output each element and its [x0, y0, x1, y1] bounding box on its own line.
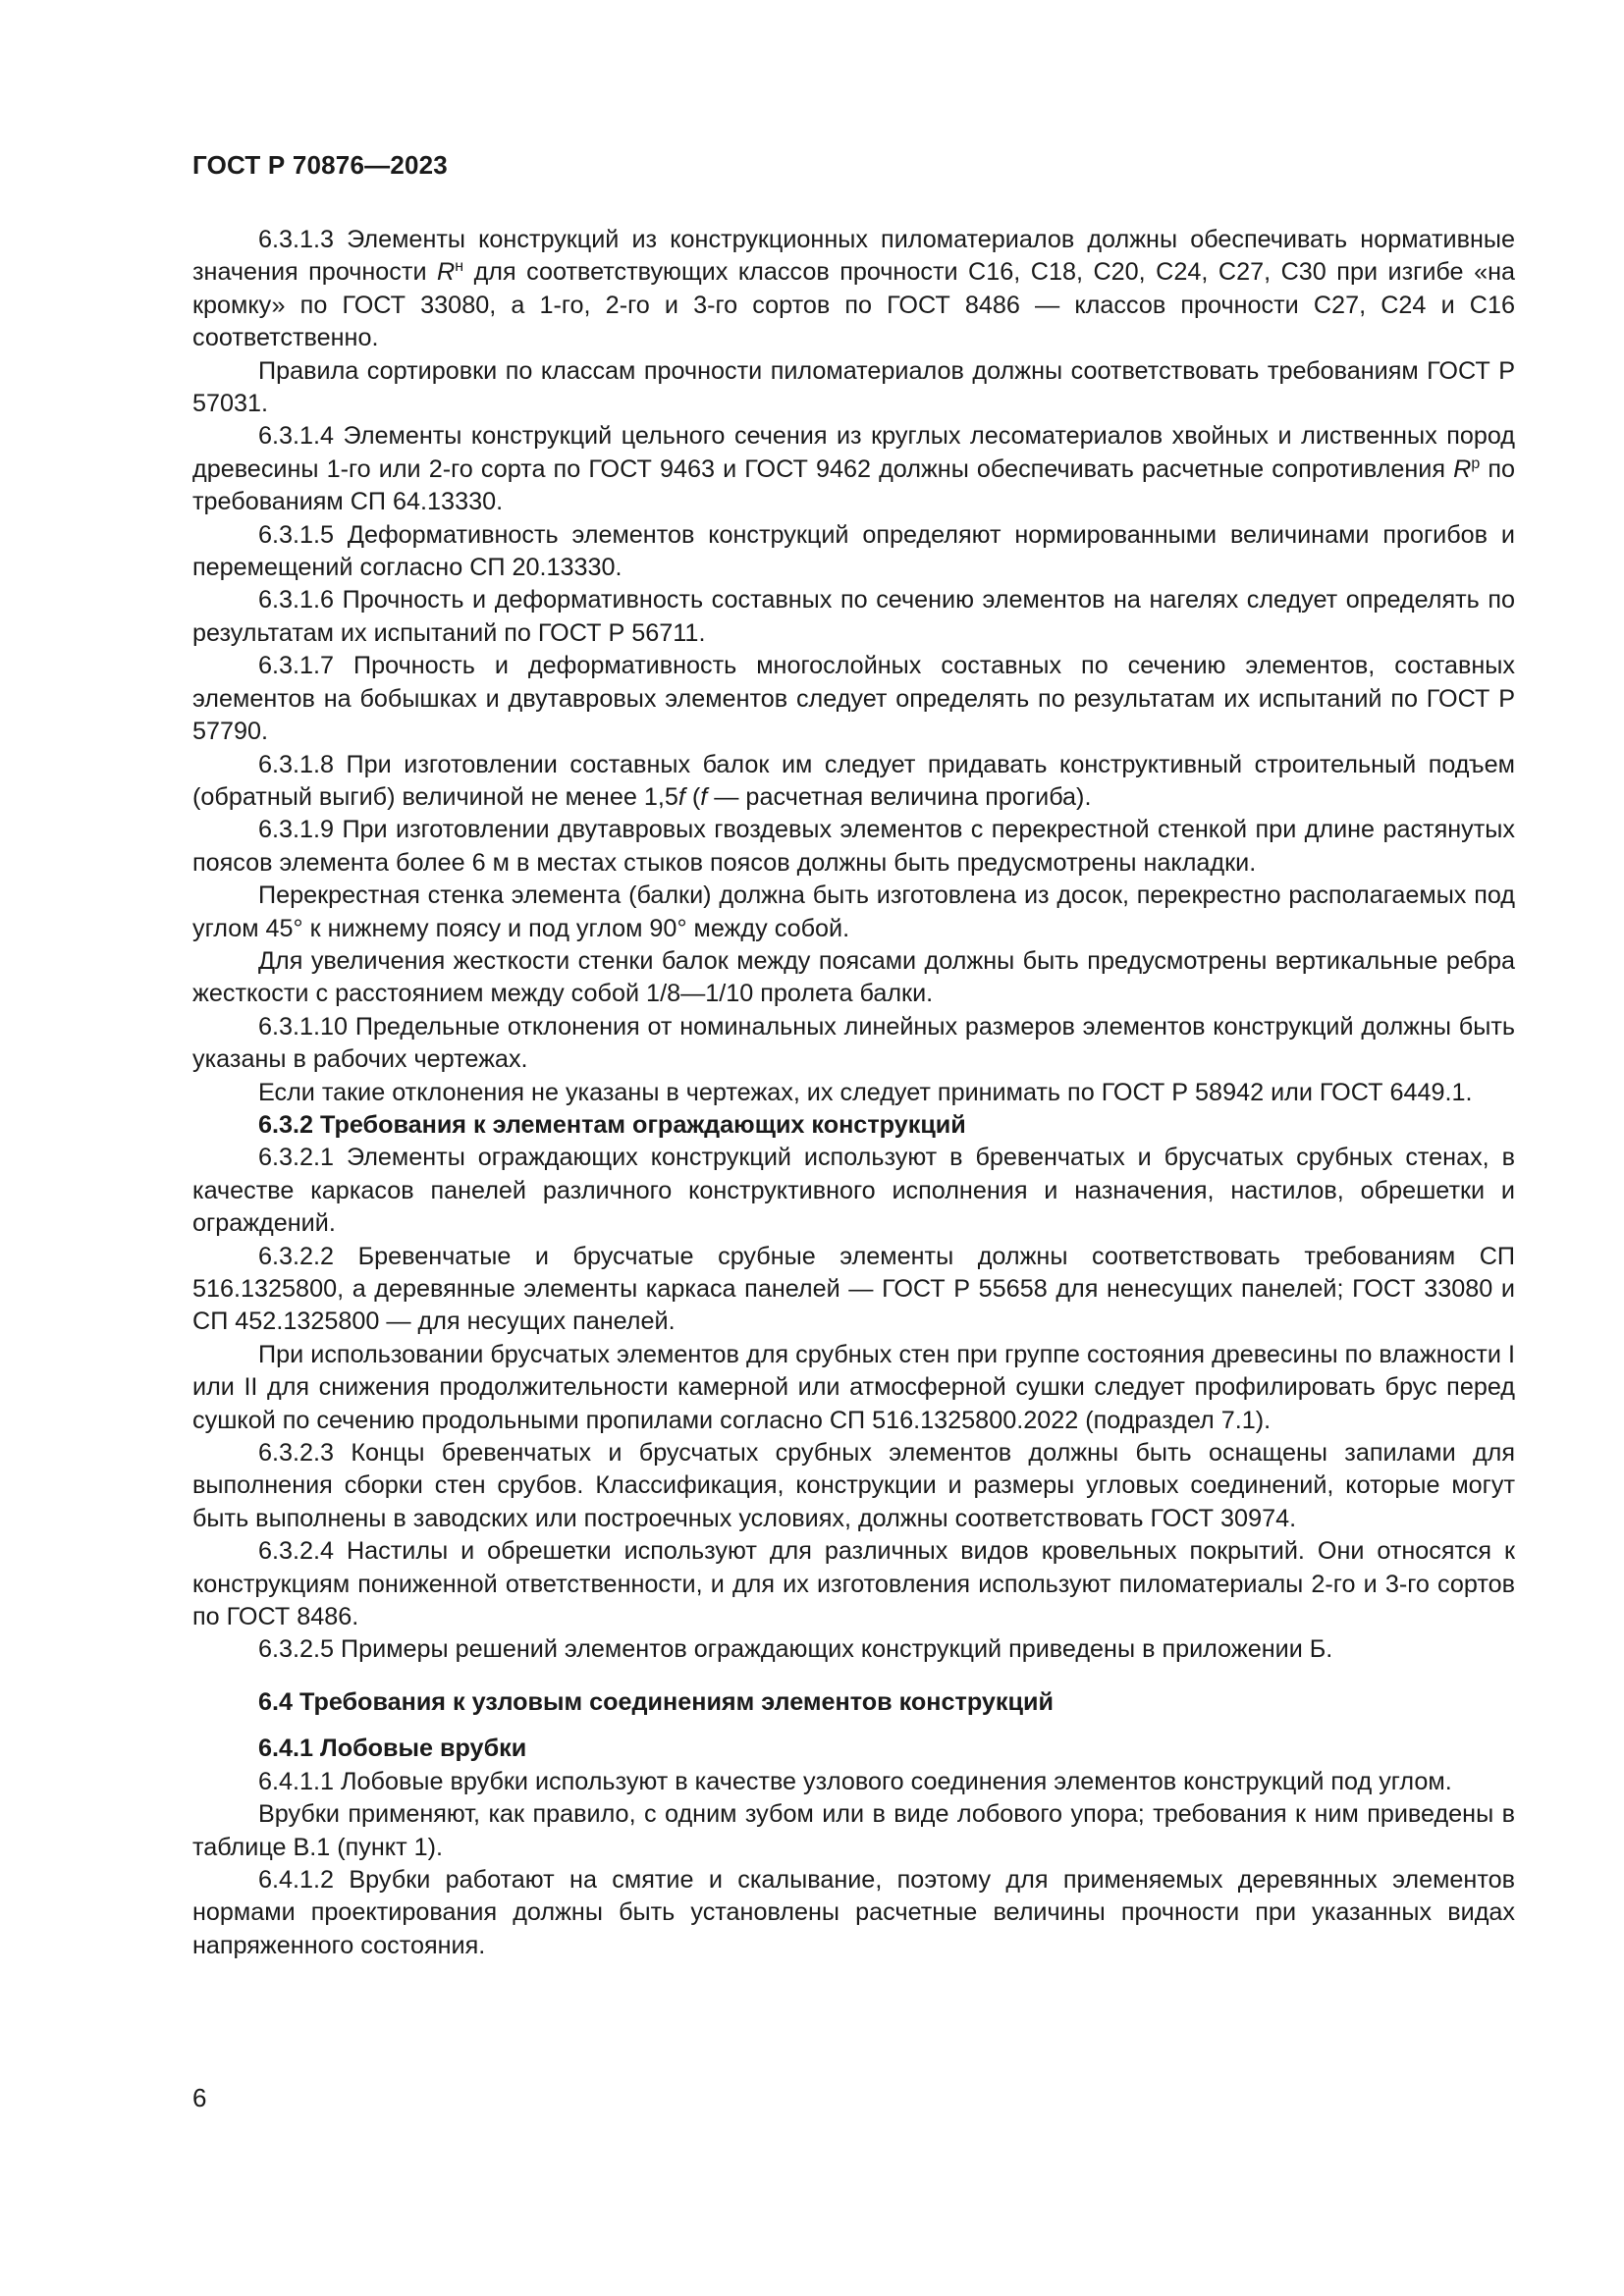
paragraph-6-3-2-3: 6.3.2.3 Концы бревенчатых и брусчатых срубных элементов должны быть оснащены запилами для выполнения сборки стен срубов. Классификация, конструкции и размеры угловых соединений, которые могут быть выполнены в заводских или построечных условиях, должны соответствовать ГОСТ 30974. [192, 1439, 1515, 1532]
paragraph: Если такие отклонения не указаны в чертежах, их следует принимать по ГОСТ Р 58942 или ГОСТ 6449.1. [258, 1078, 1473, 1106]
paragraph-6-3-1-8: 6.3.1.8 При изготовлении составных балок им следует придавать конструктивный строительный подъем (обратный выгиб) величиной не менее 1,5f (f — расчетная величина прогиба). [192, 750, 1515, 811]
paragraph-6-3-1-6: 6.3.1.6 Прочность и деформативность составных по сечению элементов на нагелях следует определять по результатам их испытаний по ГОСТ Р 56711. [192, 586, 1515, 647]
paragraph-6-4-1-2: 6.4.1.2 Врубки работают на смятие и скалывание, поэтому для применяемых деревянных элементов нормами проектирования должны быть установлены расчетные величины прочности при указанных видах напряженного состояния. [192, 1865, 1515, 1959]
paragraph-6-3-1-10: 6.3.1.10 Предельные отклонения от номинальных линейных размеров элементов конструкций должны быть указаны в рабочих чертежах. [192, 1012, 1515, 1074]
document-header: ГОСТ Р 70876—2023 [192, 150, 448, 180]
paragraph-6-3-2-5: 6.3.2.5 Примеры решений элементов ограждающих конструкций приведены в приложении Б. [258, 1635, 1333, 1664]
section-heading-6-4-1: 6.4.1 Лобовые врубки [258, 1735, 527, 1763]
paragraph-6-4-1-1: 6.4.1.1 Лобовые врубки используют в качестве узлового соединения элементов конструкций под углом. [258, 1767, 1452, 1795]
paragraph-6-3-2-2: 6.3.2.2 Бревенчатые и брусчатые срубные элементы должны соответствовать требованиям СП 516.1325800, а деревянные элементы каркаса панелей — ГОСТ Р 55658 для ненесущих панелей; ГОСТ 33080 и СП 452.1325800 — для несущих панелей. [192, 1242, 1515, 1336]
paragraph-6-3-1-3: 6.3.1.3 Элементы конструкций из конструкционных пиломатериалов должны обеспечивать нормативные значения прочности $R^н$ для соответствующих классов прочности С16, С18, С20, С24, С27, С30 при изгибе «на кромку» по ГОСТ 33080, а 1-го, 2-го и 3-го сортов по ГОСТ 8486 — классов прочности С27, С24 и С16 соответственно. [192, 226, 1515, 352]
paragraph-6-3-1-5: 6.3.1.5 Деформативность элементов конструкций определяют нормированными величинами прогибов и перемещений согласно СП 20.13330. [192, 520, 1515, 582]
paragraph-6-3-2-1: 6.3.2.1 Элементы ограждающих конструкций используют в бревенчатых и брусчатых срубных стенах, в качестве каркасов панелей различного конструктивного исполнения и назначения, настилов, обрешетки и ограждений. [192, 1144, 1515, 1238]
page-number: 6 [192, 2083, 207, 2112]
document-body [192, 224, 1515, 1962]
paragraph-6-3-1-9: 6.3.1.9 При изготовлении двутавровых гвоздевых элементов с перекрестной стенкой при длине растянутых поясов элемента более 6 м в местах стыков поясов должны быть предусмотрены накладки. [192, 816, 1515, 877]
paragraph: Правила сортировки по классам прочности пиломатериалов должны соответствовать требованиям ГОСТ Р 57031. [192, 356, 1515, 418]
section-heading-6-4: 6.4 Требования к узловым соединениям элементов конструкций [258, 1687, 1054, 1716]
paragraph-6-3-1-7: 6.3.1.7 Прочность и деформативность многослойных составных по сечению элементов, составных элементов на бобышках и двутавровых элементов следует определять по результатам их испытаний по ГОСТ Р 57790. [192, 652, 1515, 746]
paragraph: Для увеличения жесткости стенки балок между поясами должны быть предусмотрены вертикальные ребра жесткости с расстоянием между собой 1/8—1/10 пролета балки. [192, 946, 1515, 1008]
paragraph: Врубки применяют, как правило, с одним зубом или в виде лобового упора; требования к ним приведены в таблице В.1 (пункт 1). [192, 1800, 1515, 1861]
section-heading-6-3-2: 6.3.2 Требования к элементам ограждающих конструкций [258, 1110, 966, 1139]
paragraph-6-3-2-4: 6.3.2.4 Настилы и обрешетки используют для различных видов кровельных покрытий. Они относятся к конструкциям пониженной ответственности, и для их изготовления используют пиломатериалы 2-го и 3-го сортов по ГОСТ 8486. [192, 1537, 1515, 1631]
paragraph: При использовании брусчатых элементов для срубных стен при группе состояния древесины по влажности I или II для снижения продолжительности камерной или атмосферной сушки следует профилировать брус перед сушкой по сечению продольными пропилами согласно СП 516.1325800.2022 (подраздел 7.1). [192, 1340, 1515, 1434]
paragraph-6-3-1-4: 6.3.1.4 Элементы конструкций цельного сечения из круглых лесоматериалов хвойных и лиственных пород древесины 1-го или 2-го сорта по ГОСТ 9463 и ГОСТ 9462 должны обеспечивать расчетные сопротивления $R^р$ по требованиям СП 64.13330. [192, 422, 1515, 516]
paragraph: Перекрестная стенка элемента (балки) должна быть изготовлена из досок, перекрестно располагаемых под углом 45° к нижнему поясу и под углом 90° между собой. [192, 881, 1515, 942]
